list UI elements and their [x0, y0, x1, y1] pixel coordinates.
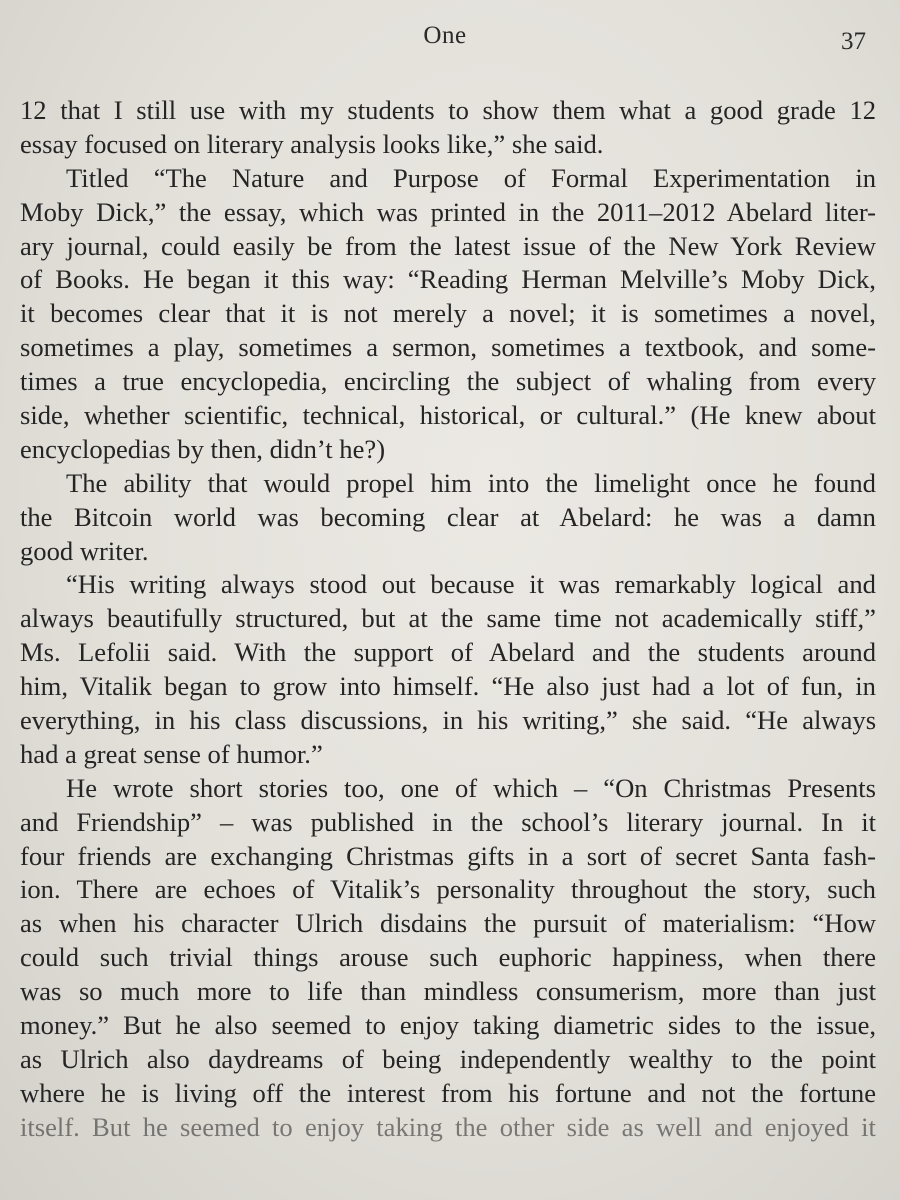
text-line: always beautifully structured, but at the same time not academically stiff,”: [20, 603, 876, 634]
text-line: Moby Dick,” the essay, which was printed in the 2011–2012 Abelard liter-: [20, 196, 877, 227]
text-line: of Books. He began it this way: “Reading Herman Melville’s Moby Dick,: [20, 264, 876, 295]
text-line: times a true encyclopedia, encircling the subject of whaling from every: [20, 366, 876, 397]
text-line: him, Vitalik began to grow into himself. “He also just had a lot of fun, in: [20, 671, 876, 702]
text-line: “His writing always stood out because it was remarkably logical and: [66, 569, 876, 600]
text-line: sometimes a play, sometimes a sermon, sometimes a textbook, and some-: [20, 332, 876, 363]
chapter-title: One: [423, 22, 467, 49]
text-line: as Ulrich also daydreams of being independently wealthy to the point: [20, 1043, 877, 1074]
text-line: Ms. Lefolii said. With the support of Abelard and the students around: [20, 637, 877, 668]
text-line: the Bitcoin world was becoming clear at Abelard: he was a damn: [20, 501, 876, 532]
page-number: 37: [841, 28, 866, 55]
text-line: ion. There are echoes of Vitalik’s personality throughout the story, such: [20, 874, 876, 905]
text-line: could such trivial things arouse such euphoric happiness, when there: [20, 942, 877, 973]
running-header: [0, 22, 900, 55]
text-line: was so much more to life than mindless consumerism, more than just: [20, 976, 876, 1007]
text-line: Titled “The Nature and Purpose of Formal Experimentation in: [66, 162, 877, 193]
text-line: essay focused on literary analysis looks like,” she said.: [20, 128, 604, 159]
text-line: side, whether scientific, technical, historical, or cultural.” (He knew about: [20, 400, 876, 431]
text-line: 12 that I still use with my students to show them what a good grade 12: [20, 95, 877, 125]
text-line: money.” But he also seemed to enjoy taking diametric sides to the issue,: [20, 1010, 877, 1041]
text-line: and Friendship” – was published in the school’s literary journal. In it: [20, 806, 877, 837]
text-line: it becomes clear that it is not merely a novel; it is sometimes a novel,: [20, 298, 876, 329]
text-line: as when his character Ulrich disdains the pursuit of materialism: “How: [20, 908, 876, 939]
text-line: everything, in his class discussions, in his writing,” she said. “He always: [20, 705, 877, 736]
text-line: good writer.: [20, 535, 149, 566]
text-line: where he is living off the interest from his fortune and not the fortune: [20, 1077, 877, 1108]
text-line: ary journal, could easily be from the latest issue of the New York Review: [20, 230, 876, 261]
text-line: He wrote short stories too, one of which – “On Christmas Presents: [66, 772, 876, 803]
body-text: [20, 94, 877, 1142]
text-line: had a great sense of humor.”: [20, 738, 323, 769]
text-line: itself. But he seemed to enjoy taking the other side as well and enjoyed it: [20, 1111, 876, 1142]
text-line: four friends are exchanging Christmas gifts in a sort of secret Santa fash-: [20, 840, 876, 871]
text-line: The ability that would propel him into the limelight once he found: [66, 467, 876, 498]
text-line: encyclopedias by then, didn’t he?): [20, 433, 386, 464]
